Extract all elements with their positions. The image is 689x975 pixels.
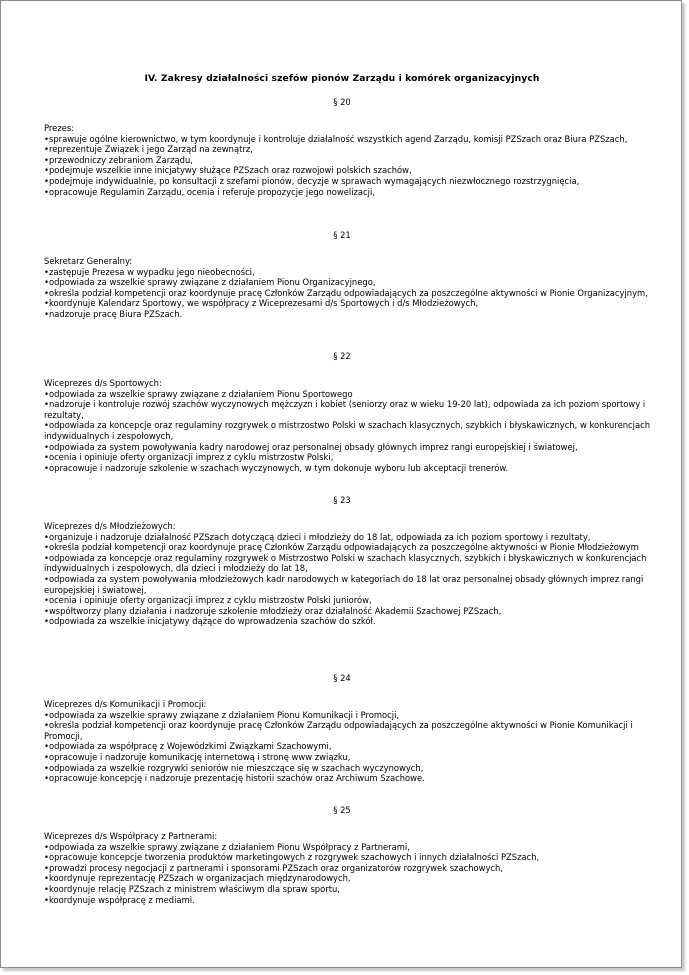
duty-item: • opracowuje i nadzoruje komunikację internetową i stronę www związku, bbox=[44, 752, 654, 763]
section-wiceprezes-mlodziez bbox=[44, 521, 654, 627]
duty-item: • określa podział kompetencji oraz koordynuje pracę Członków Zarządu odpowiadających za poszczególne aktywności w Pionie Komunikacji i Promocji, bbox=[44, 720, 654, 741]
duty-item: • odpowiada za wszelkie sprawy związane z działaniem Pionu Sportowego bbox=[44, 389, 654, 400]
duty-item: • współtworzy plany działania i nadzoruje szkolenie młodzieży oraz działalność Akademii Szachowej PZSzach, bbox=[44, 606, 654, 617]
duty-item: • opracowuje koncepcje tworzenia produktów marketingowych z rozgrywek szachowych i innych działalności PZSzach, bbox=[44, 852, 654, 863]
duty-item: • opracowuje Regulamin Zarządu, ocenia i referuje propozycje jego nowelizacji, bbox=[44, 187, 654, 198]
duty-item: • przewodniczy zebraniom Zarządu, bbox=[44, 155, 654, 166]
paragraph-number-23: § 23 bbox=[333, 495, 351, 505]
section-wiceprezes-sport bbox=[44, 378, 654, 473]
role-heading: Wiceprezes d/s Młodzieżowych: bbox=[44, 521, 176, 531]
duty-item: • określa podział kompetencji oraz koordynuje pracę Członków Zarządu odpowiadających za poszczególne aktywności w Pionie Organizacyjnym, bbox=[44, 288, 654, 299]
duty-item: • odpowiada za wszelkie rozgrywki seniorów nie mieszczące się w szachach wyczynowych, bbox=[44, 763, 654, 774]
duty-item: • koordynuje Kalendarz Sportowy, we współpracy z Wiceprezesami d/s Sportowych i d/s Młodzieżowych, bbox=[44, 298, 654, 309]
duty-item: • organizuje i nadzoruje działalność PZSzach dotyczącą dzieci i młodzieży do 18 lat, odpowiada za ich poziom sportowy i rezultaty, bbox=[44, 532, 654, 543]
duty-list bbox=[44, 842, 654, 906]
duty-item: • odpowiada za wszelkie inicjatywy dążące do wprowadzenia szachów do szkół. bbox=[44, 616, 654, 627]
duty-list bbox=[44, 389, 654, 474]
role-heading: Prezes: bbox=[44, 123, 75, 133]
duty-list bbox=[44, 267, 654, 320]
duty-item: • podejmuje wszelkie inne inicjatywy służące PZSzach oraz rozwojowi polskich szachów, bbox=[44, 165, 654, 176]
duty-item: • odpowiada za współpracę z Wojewódzkimi Związkami Szachowymi, bbox=[44, 741, 654, 752]
section-sekretarz-generalny bbox=[44, 256, 654, 320]
role-heading: Wiceprezes d/s Współpracy z Partnerami: bbox=[44, 831, 218, 841]
duty-item: • ocenia i opiniuje oferty organizacji imprez z cyklu mistrzostw Polski, bbox=[44, 452, 654, 463]
role-heading: Wiceprezes d/s Komunikacji i Promocji: bbox=[44, 699, 207, 709]
duty-list bbox=[44, 710, 654, 784]
duty-item: • odpowiada za wszelkie sprawy związane z działaniem Pionu Współpracy z Partnerami, bbox=[44, 842, 654, 853]
duty-item: • opracowuje i nadzoruje szkolenie w szachach wyczynowych, w tym dokonuje wyboru lub akceptacji trenerów. bbox=[44, 463, 654, 474]
duty-list bbox=[44, 532, 654, 627]
duty-item: • nadzoruje i kontroluje rozwój szachów wyczynowych mężczyzn i kobiet (seniorzy oraz w wieku 19-20 lat), odpowiada za ich poziom sportowy i rezultaty, bbox=[44, 399, 654, 420]
duty-item: • ocenia i opiniuje oferty organizacji imprez z cyklu mistrzostw Polski juniorów, bbox=[44, 595, 654, 606]
duty-item: • odpowiada za wszelkie sprawy związane z działaniem Pionu Komunikacji i Promocji, bbox=[44, 710, 654, 721]
paragraph-number-20: § 20 bbox=[333, 97, 351, 107]
section-prezes bbox=[44, 123, 654, 197]
section-wiceprezes-komunikacja bbox=[44, 699, 654, 784]
paragraph-number-22: § 22 bbox=[333, 351, 351, 361]
paragraph-number-24: § 24 bbox=[333, 673, 351, 683]
duty-item: • sprawuje ogólne kierownictwo, w tym koordynuje i kontroluje działalność wszystkich agend Zarządu, komisji PZSzach oraz Biura PZSzach, bbox=[44, 134, 654, 145]
paragraph-number-21: § 21 bbox=[333, 230, 351, 240]
role-heading: Wiceprezes d/s Sportowych: bbox=[44, 378, 162, 388]
duty-item: • odpowiada za system powoływania kadry narodowej oraz personalnej obsady głównych imprez rangi europejskiej i światowej, bbox=[44, 442, 654, 453]
duty-list bbox=[44, 134, 654, 198]
duty-item: • prowadzi procesy negocjacji z partnerami i sponsorami PZSzach oraz organizatorów rozgrywek szachowych, bbox=[44, 863, 654, 874]
duty-item: • koordynuje reprezentację PZSzach w organizacjach międzynarodowych, bbox=[44, 873, 654, 884]
duty-item: • odpowiada za wszelkie sprawy związane z działaniem Pionu Organizacyjnego, bbox=[44, 277, 654, 288]
section-wiceprezes-partnerzy bbox=[44, 831, 654, 905]
duty-item: • reprezentuje Związek i jego Zarząd na zewnątrz, bbox=[44, 144, 654, 155]
duty-item: • odpowiada za koncepcje oraz regulaminy rozgrywek o mistrzostwo Polski w szachach klasycznych, szybkich i błyskawicznych, w konkurencjach indywidualnych i zespołowych, bbox=[44, 420, 654, 441]
duty-item: • odpowiada za system powoływania młodzieżowych kadr narodowych w kategoriach do 18 lat oraz personalnej obsady głównych imprez rangi europejskiej i światowej, bbox=[44, 574, 654, 595]
duty-item: • nadzoruje pracę Biura PZSzach. bbox=[44, 309, 654, 320]
duty-item: • określa podział kompetencji oraz koordynuje pracę Członków Zarządu odpowiadających za poszczególne aktywności w Pionie Młodzieżowym bbox=[44, 542, 654, 553]
duty-item: • zastępuje Prezesa w wypadku jego nieobecności, bbox=[44, 267, 654, 278]
document-title: IV. Zakresy działalności szefów pionów Zarządu i komórek organizacyjnych bbox=[144, 73, 540, 84]
duty-item: • opracowuje koncepcję i nadzoruje prezentację historii szachów oraz Archiwum Szachowe. bbox=[44, 773, 654, 784]
duty-item: • podejmuje indywidualnie, po konsultacji z szefami pionów, decyzje w sprawach wymagających niezwłocznego rozstrzygnięcia, bbox=[44, 176, 654, 187]
duty-item: • koordynuje współpracę z mediami. bbox=[44, 895, 654, 906]
role-heading: Sekretarz Generalny: bbox=[44, 256, 133, 266]
paragraph-number-25: § 25 bbox=[333, 805, 351, 815]
duty-item: • odpowiada za koncepcje oraz regulaminy rozgrywek o Mistrzostwo Polski w szachach klasycznych, szybkich i błyskawicznych w konkurencjach indywidualnych i zespołowych, dla dzieci i młodzieży do lat 18, bbox=[44, 553, 654, 574]
duty-item: • koordynuje relację PZSzach z ministrem właściwym dla spraw sportu, bbox=[44, 884, 654, 895]
